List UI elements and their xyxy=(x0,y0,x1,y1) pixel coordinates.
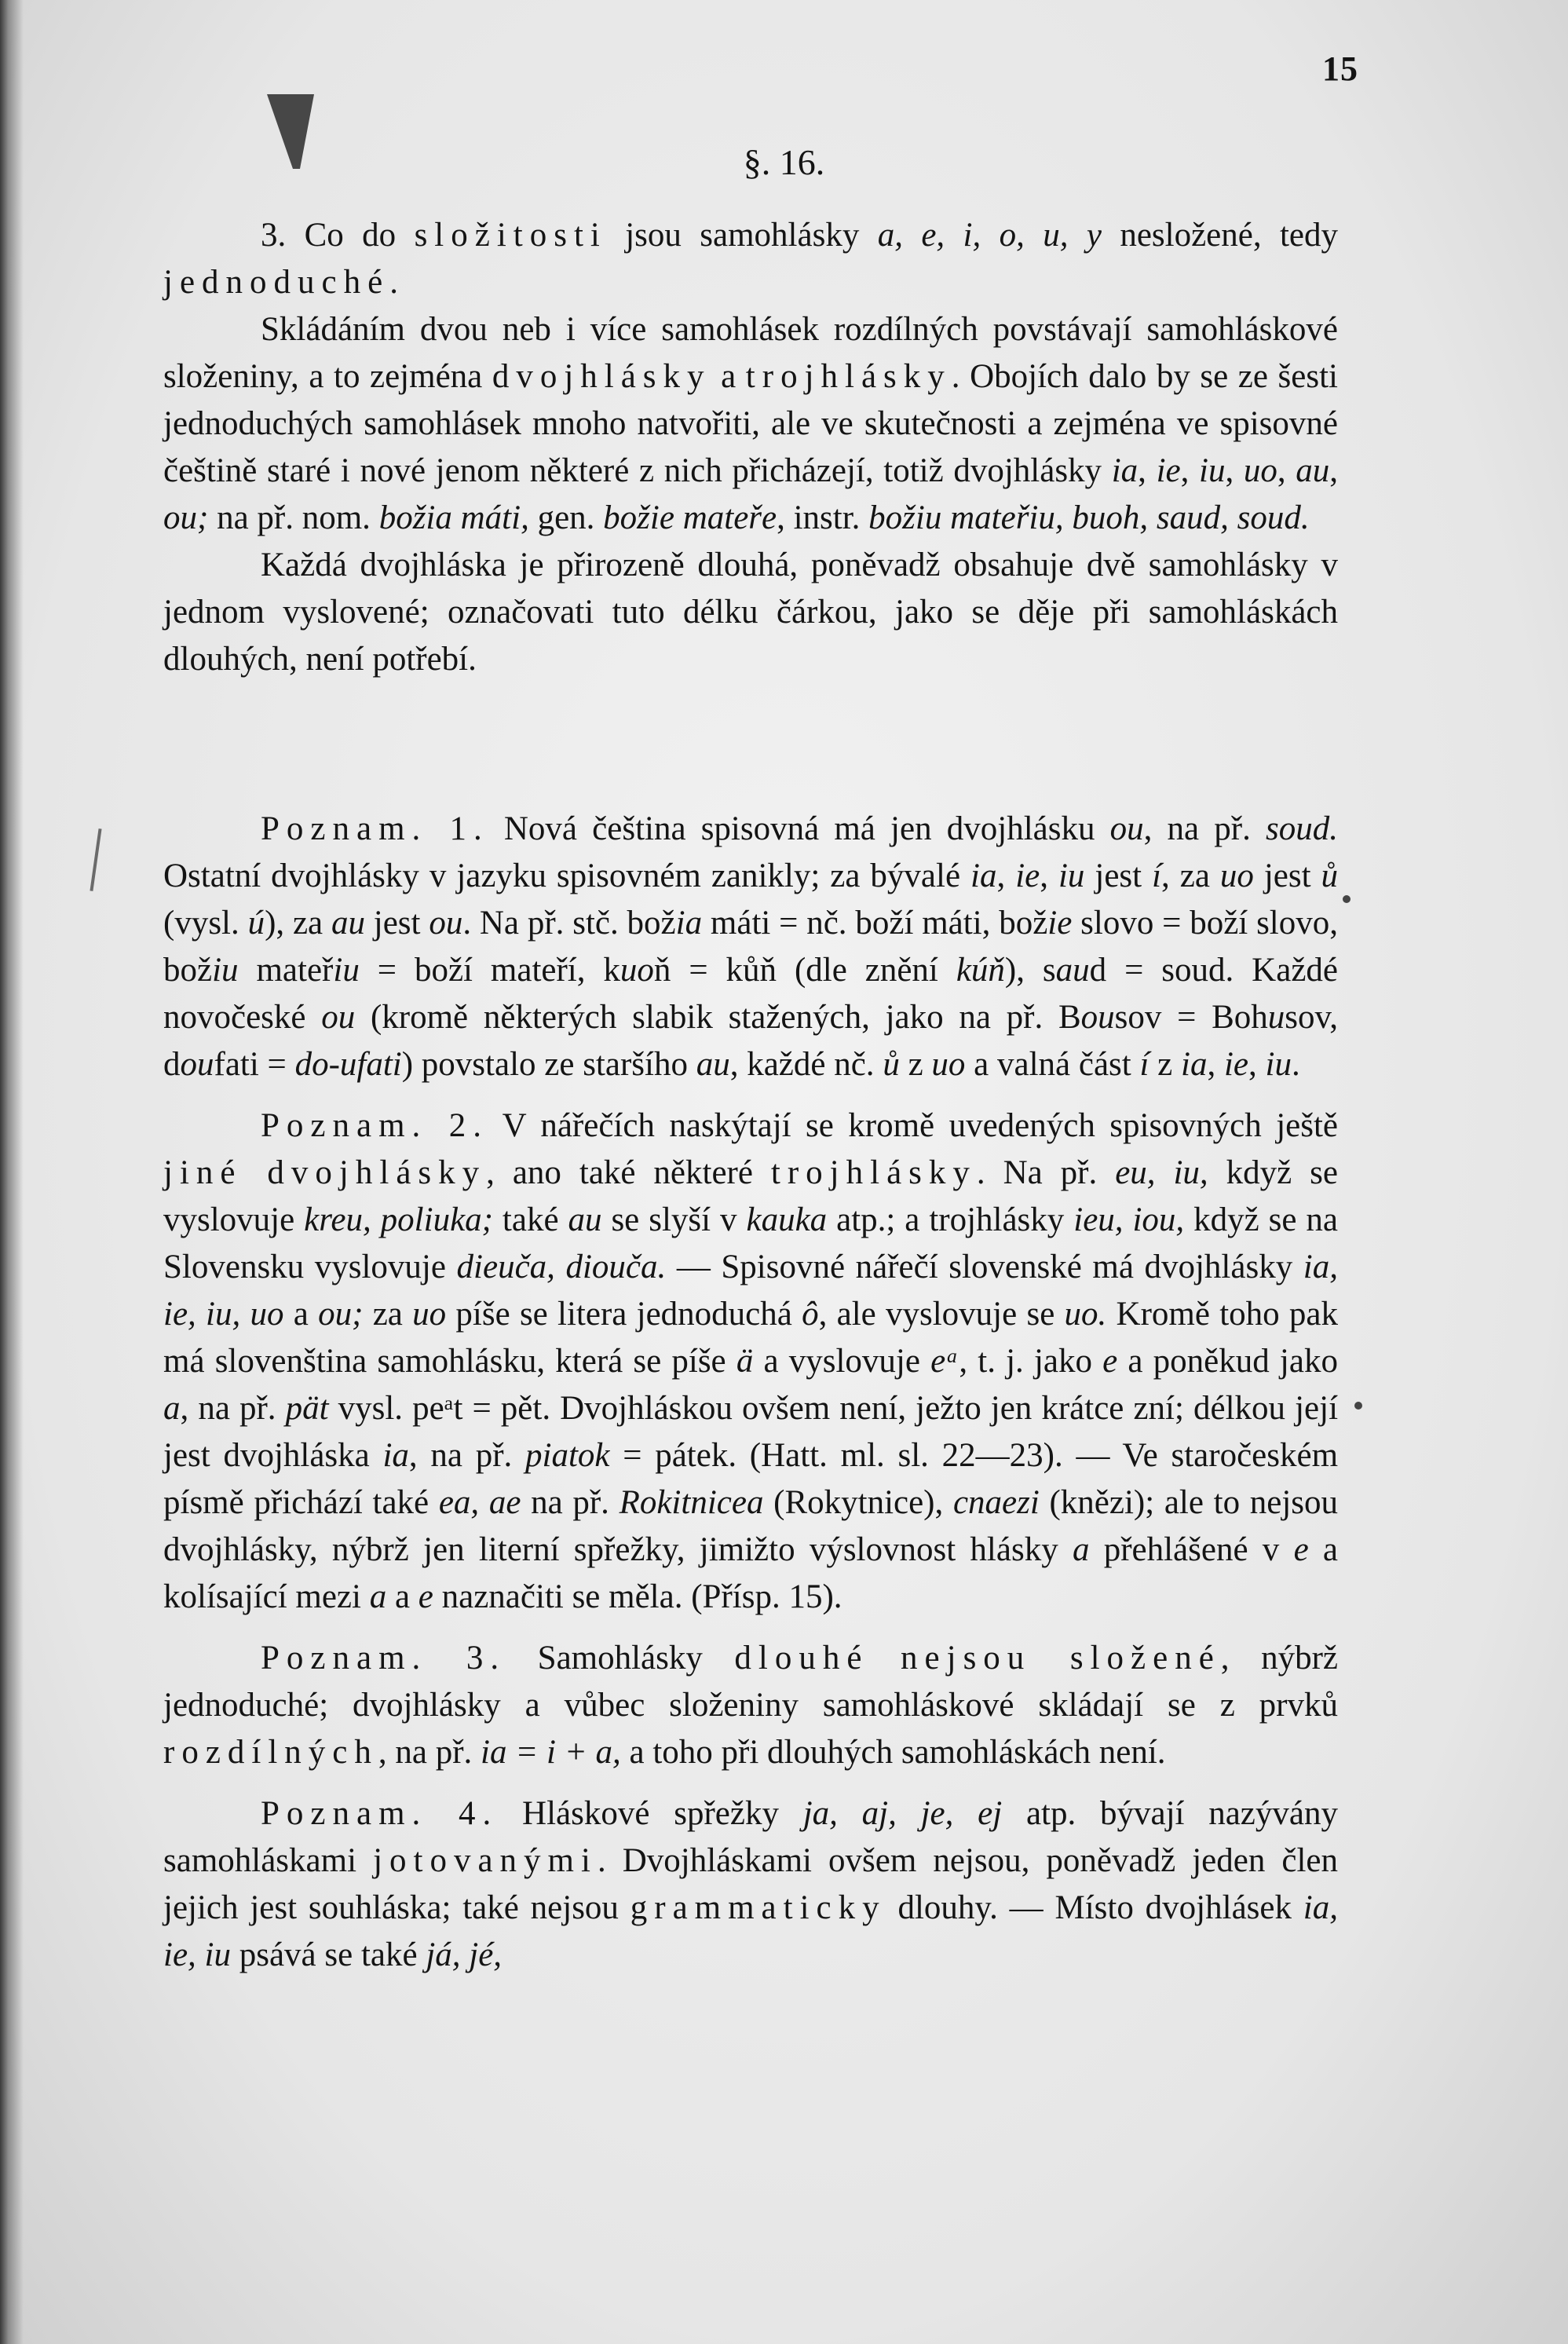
text-run: také xyxy=(492,1201,568,1238)
italic-term: ie xyxy=(1015,858,1040,894)
text-run: Hláskové spřežky xyxy=(498,1795,803,1832)
text-run: Každá dvojhláska je přirozeně dlouhá, poněvadž obsahuje dvě samohlásky v jednom vyslovené; označovati tuto délku čárkou, jako se děje při samohláskách dlouhých, není potřebí. xyxy=(163,547,1338,678)
text-run: a toho při dlouhých samohláskách není. xyxy=(620,1734,1166,1771)
text-run: , xyxy=(996,858,1016,894)
italic-term: ů xyxy=(1321,858,1339,894)
spaced-term: grammaticky xyxy=(630,1889,886,1926)
italic-term: cnaezi xyxy=(952,1484,1040,1521)
italic-term: ieu, iou, xyxy=(1073,1201,1185,1238)
text-run: nesložené, tedy xyxy=(1101,217,1339,254)
italic-term: ie xyxy=(1223,1046,1249,1083)
text-run: , t. j. jako xyxy=(959,1343,1103,1380)
italic-term: ie xyxy=(1047,905,1073,942)
text-run: ň = kůň (dle znění xyxy=(653,952,956,989)
text-run: . xyxy=(389,264,398,301)
italic-term: Rokitnicea xyxy=(619,1484,764,1521)
spaced-term: Poznam. 1. xyxy=(261,810,489,847)
italic-term: ô xyxy=(802,1296,819,1333)
page-binding-shadow xyxy=(0,0,24,2344)
italic-term: u xyxy=(1267,999,1285,1036)
italic-term: au xyxy=(568,1201,602,1238)
text-run: , xyxy=(1248,1046,1266,1083)
text-run: atp. bývají nazývány samohláskami xyxy=(163,1795,1338,1879)
text-run: , xyxy=(1329,452,1339,489)
text-run: . Dvojhláskami ovšem nejsou, poněvadž jeden člen jejich jest souhláska; také nejsou xyxy=(163,1842,1338,1926)
italic-term: uo xyxy=(931,1046,966,1083)
italic-term: e xyxy=(1102,1343,1118,1380)
text-run: jest xyxy=(1253,858,1321,894)
text-run: sov = Boh xyxy=(1114,999,1268,1036)
italic-term: ů xyxy=(883,1046,900,1083)
text-run: d = soud. Každé novočeské xyxy=(163,952,1338,1036)
text-run: vysl. peᵃt = pět. Dvojhláskou ovšem není, ježto jen krátce zní; délkou její jest dvojhláska xyxy=(163,1390,1339,1474)
text-run: Skládáním dvou neb i více samohlásek rozdílných povstávají samohláskové složeniny, a to zejména xyxy=(163,311,1338,395)
italic-term: au xyxy=(1055,952,1090,989)
italic-term: uo xyxy=(1219,858,1254,894)
text-run: a xyxy=(283,1296,319,1333)
text-run: , na př. xyxy=(180,1390,286,1427)
section-heading: §. 16. xyxy=(743,142,825,182)
text-run: a kolísající mezi xyxy=(163,1531,1338,1615)
text-run: (knězi); ale to nejsou dvojhlásky, nýbrž jen literní spřežky, jimižto výslovnost hlásky xyxy=(163,1484,1339,1568)
text-run: z xyxy=(899,1046,932,1083)
italic-term: iu xyxy=(1199,452,1226,489)
text-run: , ale vyslovuje se xyxy=(818,1296,1065,1333)
text-run: , xyxy=(1225,452,1244,489)
text-run: píše se litera jednoduchá xyxy=(446,1296,802,1333)
italic-term: ou xyxy=(1080,999,1115,1036)
text-run: atp.; a trojhlásky xyxy=(827,1201,1074,1238)
italic-term: uo xyxy=(1243,452,1277,489)
text-run: 3. Co do xyxy=(261,217,415,254)
italic-term: ou; xyxy=(163,499,209,536)
text-run: , na př. xyxy=(408,1437,526,1474)
italic-term: božia máti, xyxy=(378,499,529,536)
text-run: sov, d xyxy=(163,999,1338,1083)
text-run: psává se také xyxy=(230,1936,426,1973)
text-run: mateř xyxy=(238,952,334,989)
text-run: Samohlásky xyxy=(506,1640,735,1677)
italic-term: dieuča, diouča. xyxy=(456,1249,667,1285)
text-run: , každé nč. xyxy=(729,1046,883,1083)
italic-term: ja, aj, je, ej xyxy=(802,1795,1003,1832)
italic-term: í xyxy=(1152,858,1162,894)
italic-term: ia xyxy=(675,905,703,942)
spaced-term: složitosti xyxy=(414,217,607,254)
italic-term: ia, ie, iu, uo xyxy=(163,1249,1338,1333)
text-run: — Spisovné nářečí slovenské má dvojhlásky xyxy=(666,1249,1303,1285)
paragraph xyxy=(163,212,1338,306)
italic-term: já, jé, xyxy=(426,1936,503,1973)
text-run: a xyxy=(711,358,746,395)
italic-term: kúň xyxy=(956,952,1005,989)
note-1 xyxy=(163,806,1338,1088)
italic-term: ia, ie, iu xyxy=(163,1889,1338,1973)
italic-term: au xyxy=(331,905,365,942)
text-run: jest xyxy=(1084,858,1153,894)
spaced-term: dvojhlásky xyxy=(492,358,711,395)
italic-term: a xyxy=(369,1578,387,1615)
spaced-term: trojhlásky xyxy=(770,1154,977,1191)
italic-term: ia = i + a, xyxy=(481,1734,621,1771)
text-run: V nářečích naskýtají se kromě uvedených spisovných ještě xyxy=(488,1107,1338,1144)
italic-term: ou; xyxy=(318,1296,364,1333)
spaced-term: Poznam. 3. xyxy=(261,1640,506,1677)
margin-dot xyxy=(1343,895,1351,903)
spaced-term: dlouhé xyxy=(734,1640,869,1677)
text-run: dlouhy. — Místo dvojhlásek xyxy=(886,1889,1303,1926)
main-text xyxy=(163,212,1338,683)
text-run: . Na př. stč. bož xyxy=(462,905,676,942)
italic-term: kauka xyxy=(746,1201,828,1238)
italic-term: ou xyxy=(1109,810,1144,847)
text-run: Ostatní dvojhlásky v jazyku spisovném zanikly; za bývalé xyxy=(163,858,971,894)
paragraph xyxy=(163,542,1338,683)
italic-term: au xyxy=(1296,452,1330,489)
text-run: , instr. xyxy=(777,499,869,536)
text-run: a poněkud jako xyxy=(1117,1343,1338,1380)
text-run: , na př. xyxy=(1143,810,1266,847)
italic-term: pät xyxy=(285,1390,329,1427)
margin-dot xyxy=(1354,1402,1362,1410)
italic-term: ea, ae xyxy=(438,1484,521,1521)
text-run: jsou samohlásky xyxy=(606,217,878,254)
italic-term: e xyxy=(418,1578,433,1615)
spaced-term: trojhlásky xyxy=(745,358,952,395)
text-run: , za xyxy=(1161,858,1220,894)
italic-term: ú xyxy=(247,905,265,942)
italic-term: piatok xyxy=(525,1437,610,1474)
italic-term: uo xyxy=(412,1296,447,1333)
italic-term: au xyxy=(696,1046,730,1083)
text-run: ) povstalo ze staršího xyxy=(401,1046,696,1083)
italic-term: do-ufati xyxy=(294,1046,402,1083)
text-run: přehlášené v xyxy=(1089,1531,1294,1568)
spaced-term: nejsou složené xyxy=(901,1640,1221,1677)
paragraph xyxy=(163,306,1338,542)
text-run: a vyslovuje xyxy=(753,1343,931,1380)
text-run: na př. xyxy=(521,1484,620,1521)
italic-term: eu, iu, xyxy=(1115,1154,1208,1191)
text-run: (Rokytnice), xyxy=(763,1484,953,1521)
text-run: . xyxy=(1291,1046,1300,1083)
text-run: gen. xyxy=(528,499,604,536)
spaced-term: rozdílných xyxy=(163,1734,378,1771)
italic-term: ia xyxy=(970,858,997,894)
margin-pencil-mark xyxy=(90,828,101,891)
text-run: za xyxy=(363,1296,413,1333)
page-number: 15 xyxy=(1322,49,1358,88)
text-run: , xyxy=(1207,1046,1224,1083)
italic-term: božiu mateřiu, buoh, saud, soud. xyxy=(868,499,1310,536)
text-run: když se vyslovuje xyxy=(163,1154,1338,1238)
text-run: na př. nom. xyxy=(208,499,379,536)
italic-term: božie mateře xyxy=(603,499,777,536)
text-run: (vysl. xyxy=(163,905,248,942)
italic-term: ou xyxy=(429,905,463,942)
italic-term: uo. xyxy=(1064,1296,1107,1333)
note-4 xyxy=(163,1790,1338,1979)
text-run: Nová čeština spisovná má jen dvojhlásku xyxy=(488,810,1110,847)
italic-term: ia xyxy=(1111,452,1139,489)
text-run: , xyxy=(1040,858,1058,894)
text-run: , na př. xyxy=(378,1734,481,1771)
spaced-term: Poznam. 2. xyxy=(261,1107,488,1144)
italic-term: uo xyxy=(620,952,654,989)
italic-term: ou xyxy=(180,1046,214,1083)
text-run: z xyxy=(1149,1046,1182,1083)
text-run: , xyxy=(1277,452,1296,489)
italic-term: eᵃ xyxy=(930,1343,959,1380)
note-2 xyxy=(163,1103,1338,1621)
text-run: , xyxy=(1138,452,1157,489)
spaced-term: Poznam. 4. xyxy=(261,1795,499,1832)
spaced-term: jiné dvojhlásky xyxy=(163,1154,487,1191)
spaced-term: jotovanými xyxy=(373,1842,598,1879)
text-run: . Na př. xyxy=(976,1154,1116,1191)
text-run xyxy=(868,1640,901,1677)
italic-term: ä xyxy=(736,1343,754,1380)
italic-term: iu xyxy=(333,952,360,989)
italic-term: soud. xyxy=(1266,810,1338,847)
text-run: a valná část xyxy=(965,1046,1140,1083)
text-run: ), s xyxy=(1004,952,1056,989)
italic-term: a xyxy=(163,1390,181,1427)
text-run: . Obojích dalo by se ze šesti jednoduchých samohlásek mnoho natvořiti, ale ve skutečnosti a zejména ve spisovné češtině staré i nové jenom některé z nich přicházejí, totiž dvojhlásky xyxy=(163,358,1338,489)
italic-term: iu xyxy=(1265,1046,1292,1083)
text-run: když se na Slovensku vyslovuje xyxy=(163,1201,1339,1285)
text-run: ), za xyxy=(265,905,331,942)
text-run: slovo = boží slovo, bož xyxy=(163,905,1339,989)
text-run: jest xyxy=(364,905,429,942)
italic-term: a xyxy=(1072,1531,1090,1568)
italic-term: ie xyxy=(1156,452,1181,489)
italic-term: e xyxy=(1293,1531,1309,1568)
italic-term: iu xyxy=(1058,858,1085,894)
text-run: , nýbrž jednoduché; dvojhlásky a vůbec složeniny samohláskové skládají se z prvků xyxy=(163,1640,1339,1724)
text-run: = boží mateří, k xyxy=(359,952,620,989)
italic-term: ou xyxy=(321,999,356,1036)
notes-block xyxy=(163,806,1338,1993)
text-run: naznačiti se měla. (Přísp. 15). xyxy=(433,1578,842,1615)
italic-term: a, e, i, o, u, y xyxy=(877,217,1102,254)
text-run: , ano také některé xyxy=(486,1154,771,1191)
italic-term: ia xyxy=(1181,1046,1208,1083)
italic-term: í xyxy=(1139,1046,1150,1083)
text-run: se slyší v xyxy=(601,1201,747,1238)
italic-term: ia xyxy=(382,1437,409,1474)
italic-term: kreu, poliuka; xyxy=(304,1201,493,1238)
text-run: máti = nč. boží máti, bož xyxy=(702,905,1048,942)
italic-term: iu xyxy=(212,952,239,989)
text-run: = pátek. (Hatt. ml. sl. 22—23). — Ve staročeském písmě přichází také xyxy=(163,1437,1339,1521)
text-run: , xyxy=(1180,452,1200,489)
text-run: (kromě některých slabik stažených, jako na př. B xyxy=(355,999,1081,1036)
text-run: fati = xyxy=(214,1046,295,1083)
note-3 xyxy=(163,1635,1338,1776)
text-run: Kromě toho pak má slovenština samohlásku, která se píše xyxy=(163,1296,1339,1380)
text-run: a xyxy=(386,1578,418,1615)
spaced-term: jednoduché xyxy=(163,264,390,301)
